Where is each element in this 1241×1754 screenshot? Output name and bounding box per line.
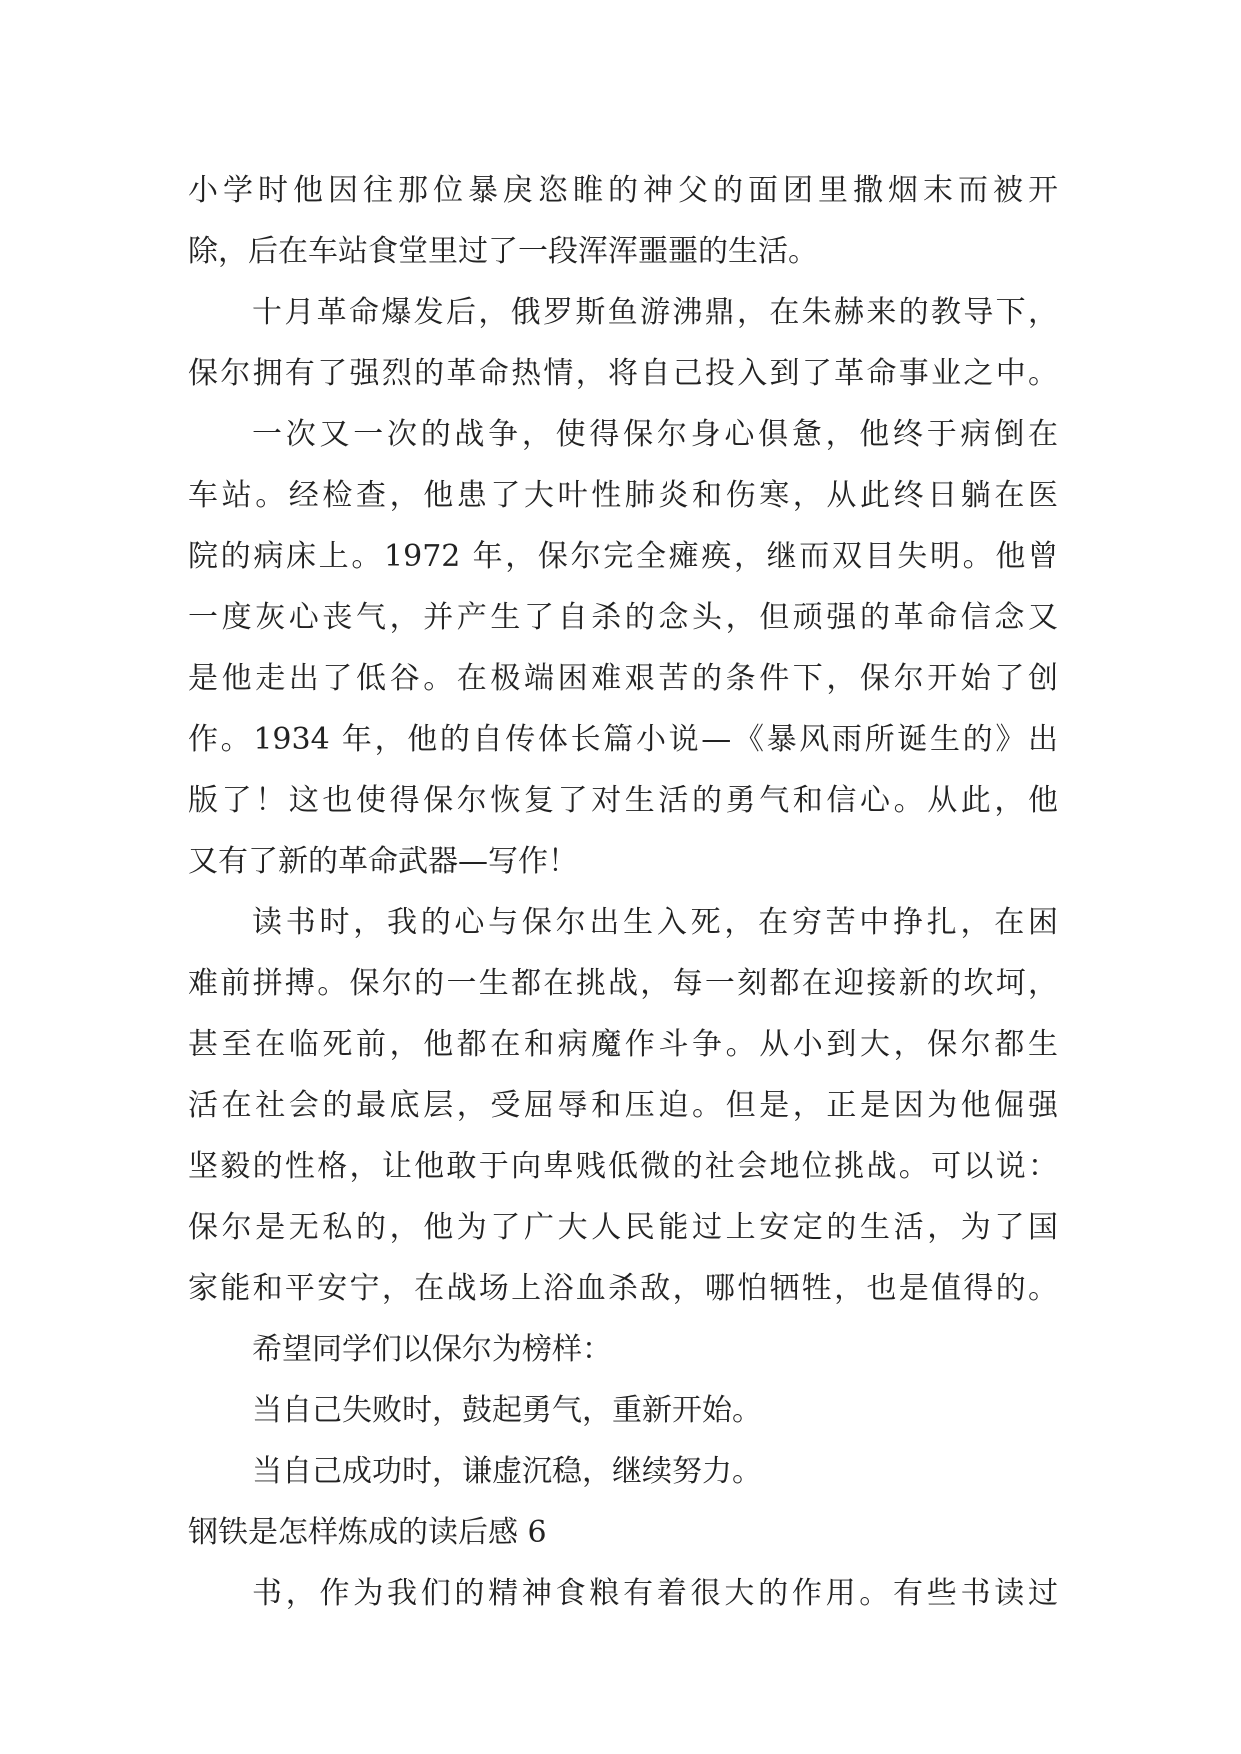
- text-line: 是他走出了低谷。在极端困难艰苦的条件下，保尔开始了创: [188, 661, 1058, 696]
- text-line: 车站。经检查，他患了大叶性肺炎和伤寒，从此终日躺在医: [188, 478, 1058, 513]
- text-line: 作。1934 年，他的自传体长篇小说—《暴风雨所诞生的》出: [188, 722, 1058, 757]
- text-line: 小学时他因往那位暴戾恣睢的神父的面团里撒烟末而被开: [188, 173, 1058, 208]
- text-line: 当自己成功时，谦虚沉稳，继续努力。: [252, 1454, 762, 1489]
- text-line: 当自己失败时，鼓起勇气，重新开始。: [252, 1393, 762, 1428]
- text-line: 活在社会的最底层，受屈辱和压迫。但是，正是因为他倔强: [188, 1088, 1058, 1123]
- text-line: 难前拼搏。保尔的一生都在挑战，每一刻都在迎接新的坎坷，: [188, 966, 1058, 1001]
- text-line: 保尔拥有了强烈的革命热情，将自己投入到了革命事业之中。: [188, 356, 1058, 391]
- text-line: 一度灰心丧气，并产生了自杀的念头，但顽强的革命信念又: [188, 600, 1058, 635]
- text-line: 家能和平安宁，在战场上浴血杀敌，哪怕牺牲，也是值得的。: [188, 1271, 1058, 1306]
- text-line: 坚毅的性格，让他敢于向卑贱低微的社会地位挑战。可以说：: [188, 1149, 1058, 1184]
- section-heading: 钢铁是怎样炼成的读后感 6: [188, 1515, 547, 1550]
- text-line: 版了！这也使得保尔恢复了对生活的勇气和信心。从此，他: [188, 783, 1058, 818]
- text-line: 保尔是无私的，他为了广大人民能过上安定的生活，为了国: [188, 1210, 1058, 1245]
- text-line: 书，作为我们的精神食粮有着很大的作用。有些书读过: [252, 1576, 1058, 1611]
- text-line: 除，后在车站食堂里过了一段浑浑噩噩的生活。: [188, 234, 818, 269]
- text-line: 一次又一次的战争，使得保尔身心俱惫，他终于病倒在: [252, 417, 1058, 452]
- text-line: 又有了新的革命武器—写作！: [188, 844, 578, 879]
- text-line: 院的病床上。1972 年，保尔完全瘫痪，继而双目失明。他曾: [188, 539, 1058, 574]
- text-line: 希望同学们以保尔为榜样：: [252, 1332, 612, 1367]
- body-text: [188, 160, 1058, 1624]
- text-line: 甚至在临死前，他都在和病魔作斗争。从小到大，保尔都生: [188, 1027, 1058, 1062]
- text-line: 读书时，我的心与保尔出生入死，在穷苦中挣扎，在困: [252, 905, 1058, 940]
- text-line: 十月革命爆发后，俄罗斯鱼游沸鼎，在朱赫来的教导下，: [252, 295, 1058, 330]
